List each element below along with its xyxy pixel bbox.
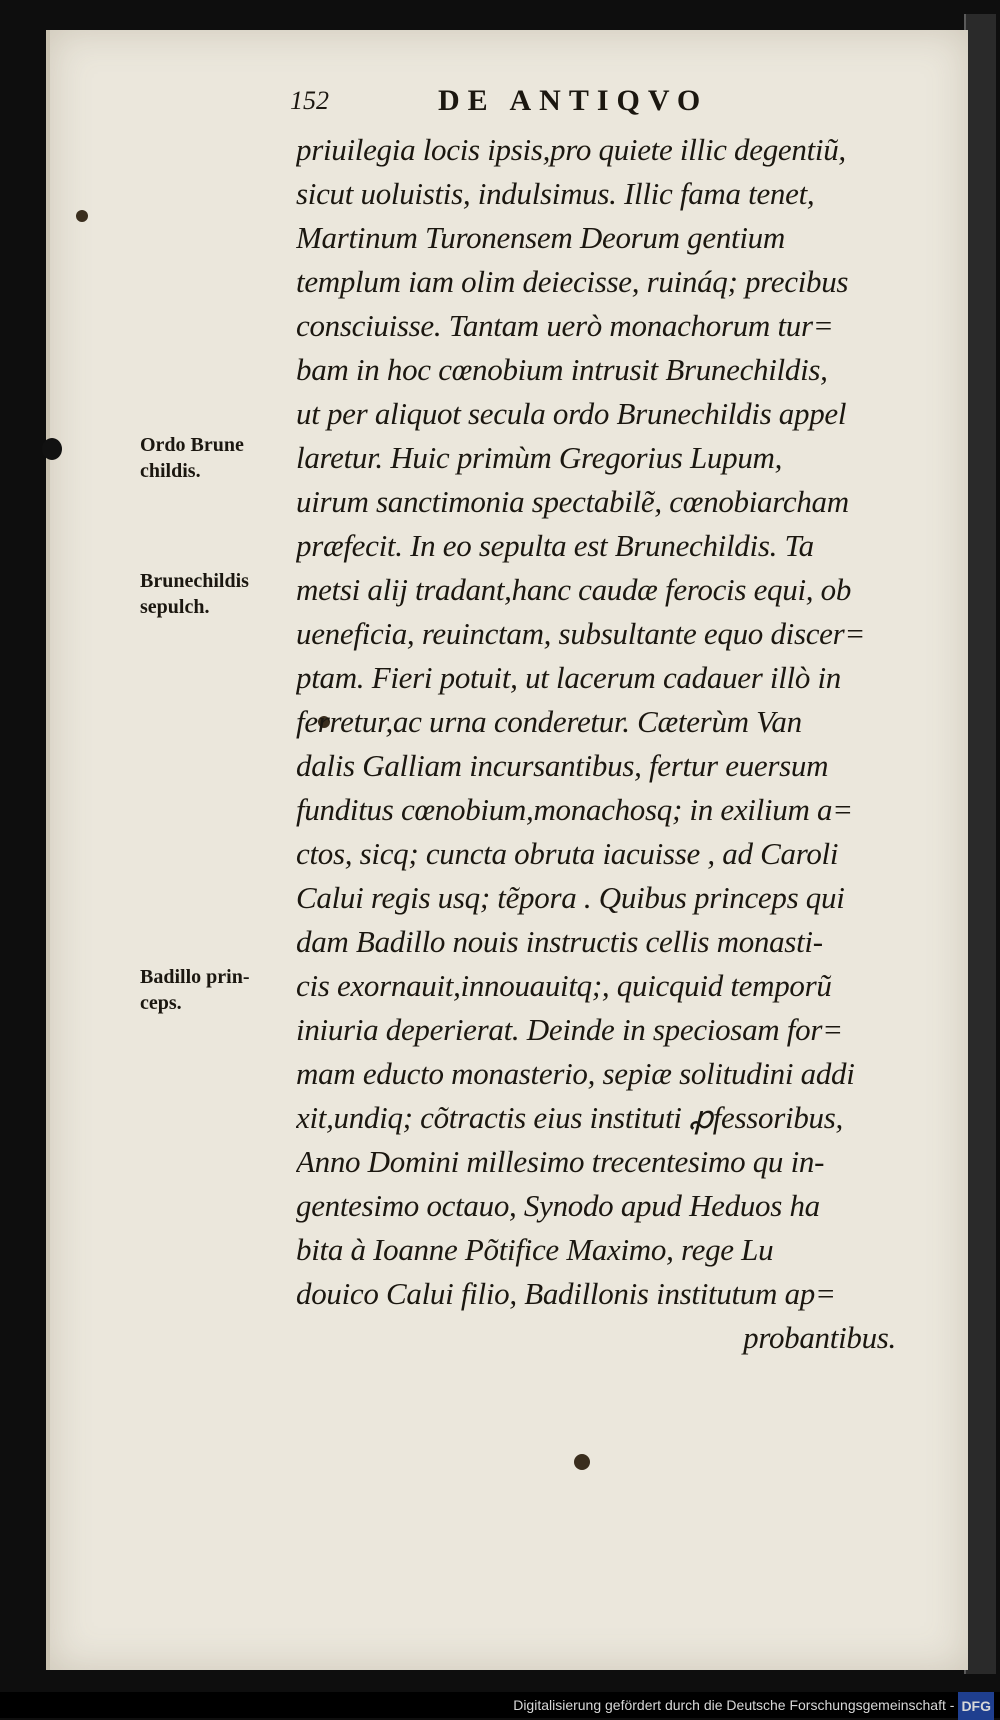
running-head: DE ANTIQVO — [438, 84, 709, 117]
text-line: dalis Galliam incursantibus, fertur euersum — [296, 748, 829, 783]
text-line: bam in hoc cœnobium intrusit Brunechildis, — [296, 352, 828, 387]
text-line: ueneficia, reuinctam, subsultante equo discer= — [296, 616, 866, 651]
marginal-note — [140, 568, 249, 620]
text-line: douico Calui filio, Badillonis institutum ap= — [296, 1276, 836, 1311]
text-line: probantibus. — [743, 1320, 896, 1355]
text-line: sicut uoluistis, indulsimus. Illic fama tenet, — [296, 176, 815, 211]
text-line: ctos, sicq; cuncta obruta iacuisse , ad Caroli — [296, 836, 839, 871]
text-line: priuilegia locis ipsis,pro quiete illic degentiũ, — [296, 132, 846, 167]
text-line: bita à Ioanne Põtifice Maximo, rege Lu — [296, 1232, 774, 1267]
text-line: metsi alij tradant,hanc caudæ ferocis equi, ob — [296, 572, 852, 607]
marginal-note — [140, 432, 244, 484]
marginal-note — [140, 964, 249, 1016]
text-line: ut per aliquot secula ordo Brunechildis appel — [296, 396, 847, 431]
funding-credit: Digitalisierung gefördert durch die Deutsche Forschungsgemeinschaft - — [513, 1697, 955, 1713]
text-line: iniuria deperierat. Deinde in speciosam for= — [296, 1012, 843, 1047]
main-text — [296, 128, 936, 1360]
marginal-note-line: ceps. — [140, 992, 182, 1014]
dfg-logo-icon: DFG — [958, 1692, 994, 1720]
page-header — [290, 86, 910, 126]
text-line: consciuisse. Tantam uerò monachorum tur= — [296, 308, 834, 343]
text-line: Anno Domini millesimo trecentesimo qu in- — [296, 1144, 825, 1179]
text-line: ptam. Fieri potuit, ut lacerum cadauer illò in — [296, 660, 842, 695]
text-line: Calui regis usq; tẽpora . Quibus princeps qui — [296, 880, 845, 915]
paper-spot — [76, 210, 88, 222]
text-line: funditus cœnobium,monachosq; in exilium a= — [296, 792, 853, 827]
marginal-note-line: Badillo prin- — [140, 966, 250, 988]
text-line: templum iam olim deiecisse, ruináq; precibus — [296, 264, 849, 299]
text-line: uirum sanctimonia spectabilẽ, cœnobiarcham — [296, 484, 849, 519]
page-number: 152 — [290, 86, 329, 115]
text-line: præfecit. In eo sepulta est Brunechildis. Ta — [296, 528, 814, 563]
binding-hole — [42, 438, 62, 460]
text-line: dam Badillo nouis instructis cellis monasti- — [296, 924, 823, 959]
text-line: cis exornauit,innouauitq;, quicquid temporũ — [296, 968, 832, 1003]
page-edge — [964, 14, 996, 1674]
text-line: ferretur,ac urna conderetur. Cæterùm Van — [296, 704, 802, 739]
text-line: mam educto monasterio, sepiæ solitudini addi — [296, 1056, 855, 1091]
text-line: xit,undiq; cõtractis eius instituti ꝓfessoribus, — [296, 1100, 843, 1135]
text-line: laretur. Huic primùm Gregorius Lupum, — [296, 440, 783, 475]
marginal-note-line: childis. — [140, 460, 201, 482]
marginal-note-line: Ordo Brune — [140, 434, 244, 456]
text-line: gentesimo octauo, Synodo apud Heduos ha — [296, 1188, 820, 1223]
text-line: Martinum Turonensem Deorum gentium — [296, 220, 785, 255]
marginal-note-line: Brunechildis — [140, 570, 249, 592]
marginal-note-line: sepulch. — [140, 596, 210, 618]
paper-spot — [574, 1454, 590, 1470]
digitization-footer — [0, 1692, 1000, 1718]
